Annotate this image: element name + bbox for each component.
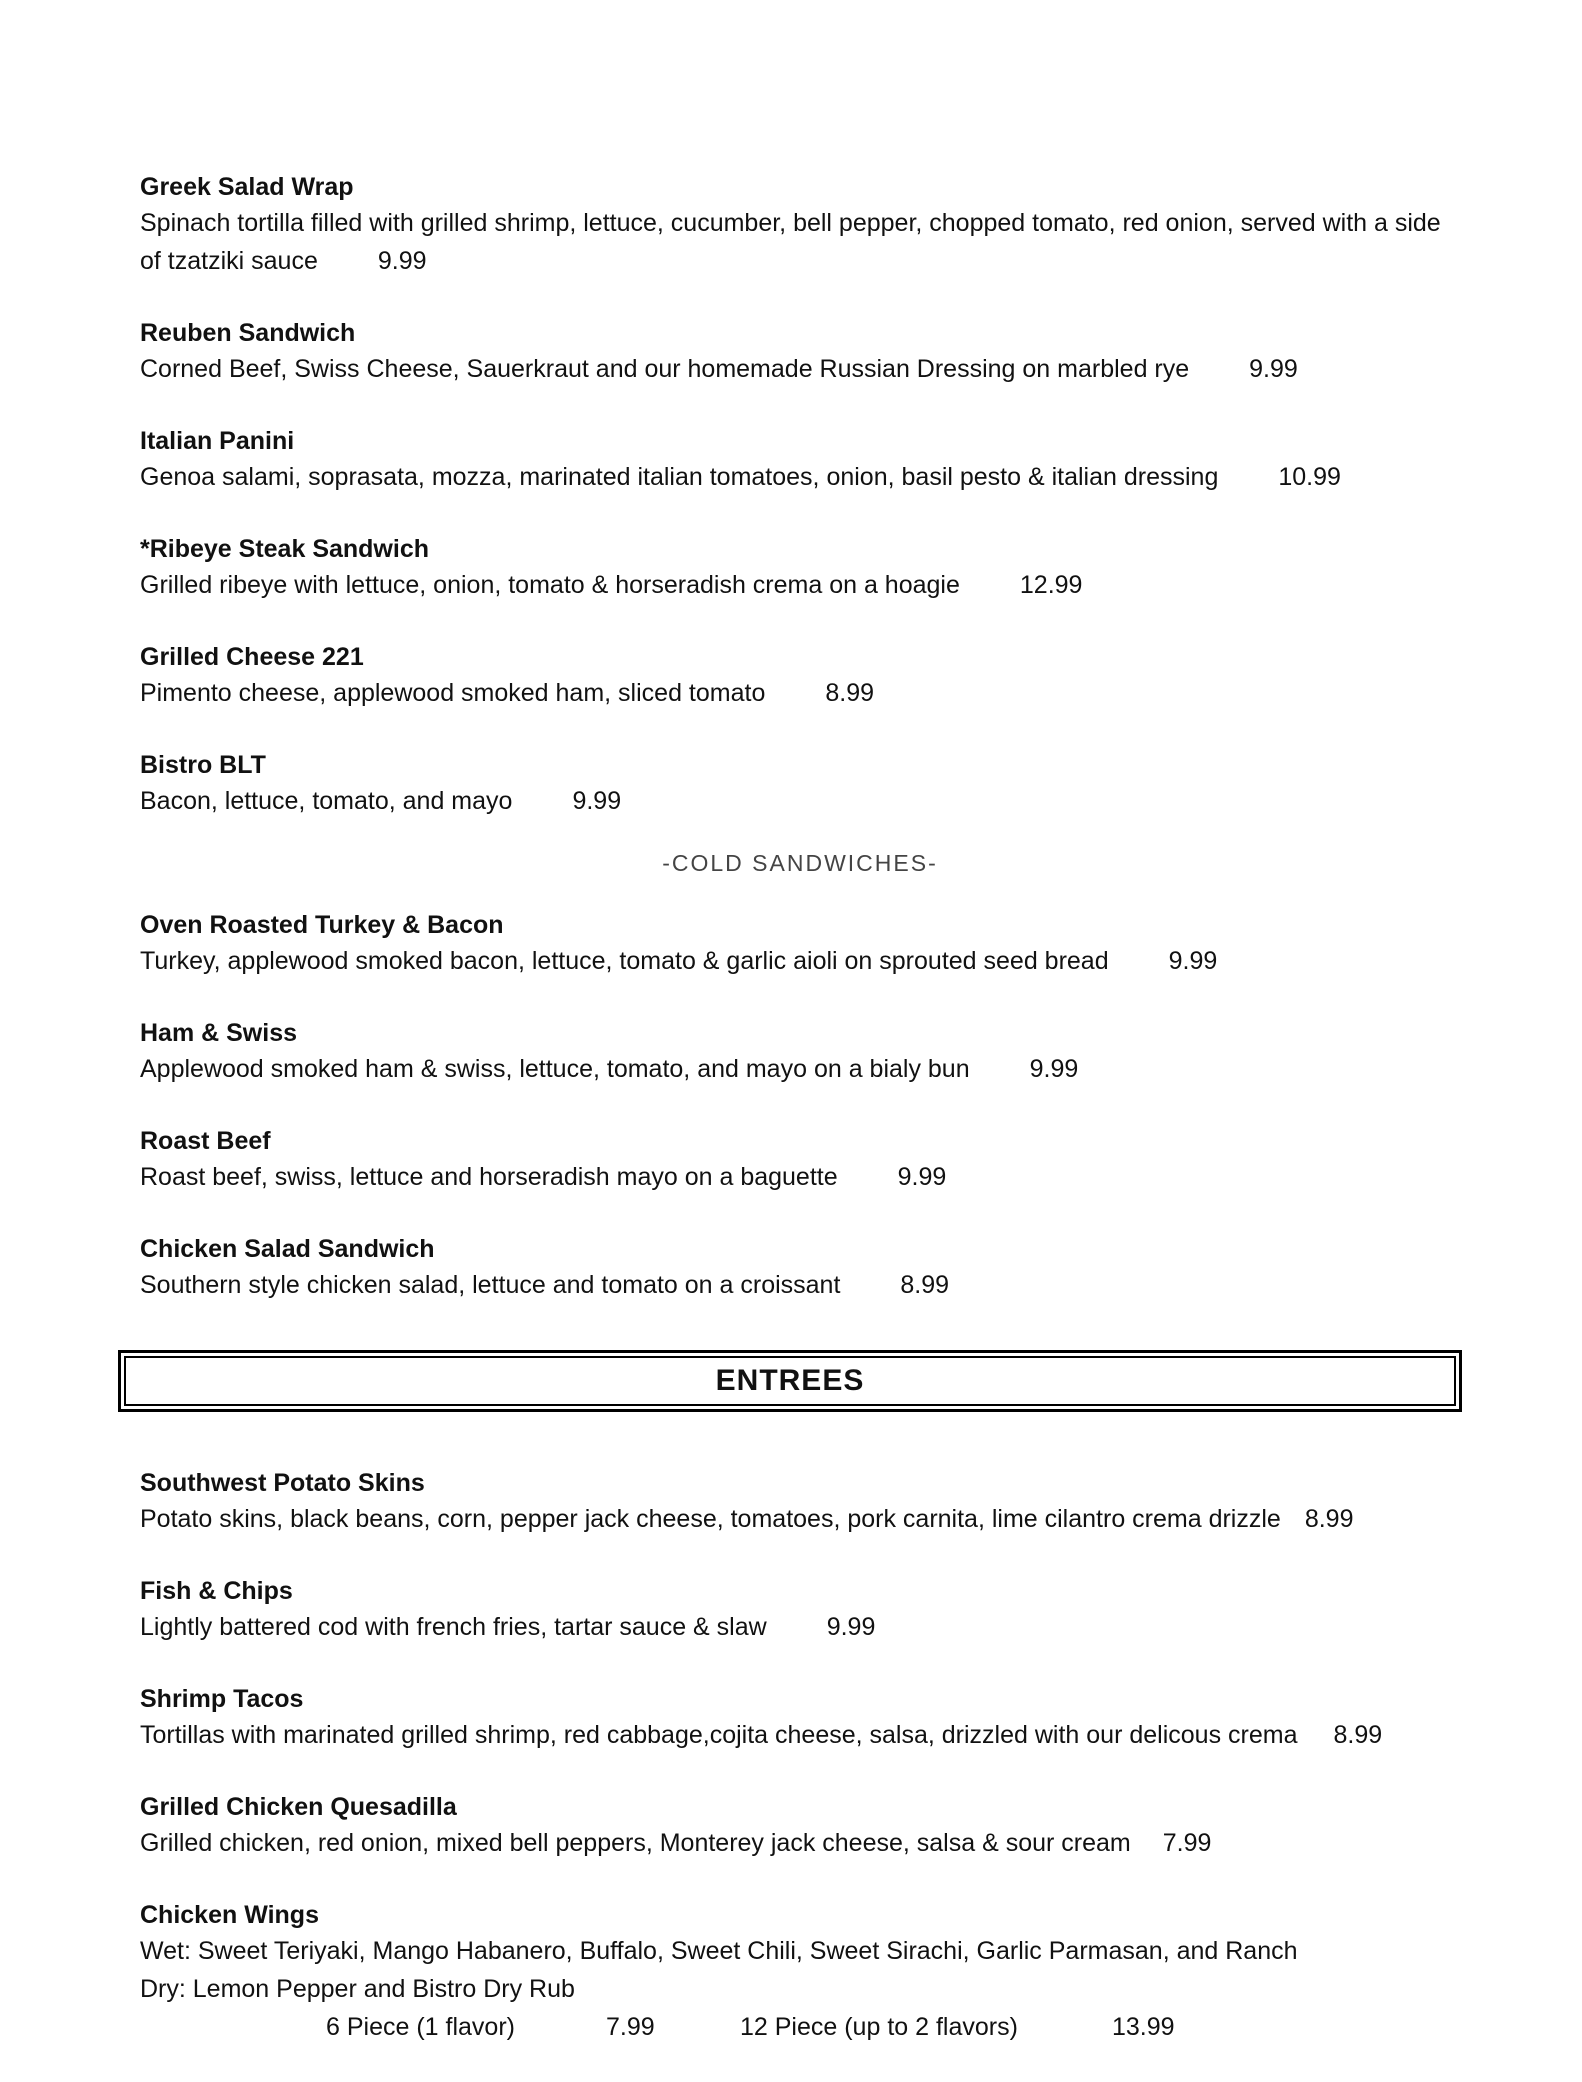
item-name: Italian Panini (140, 427, 295, 455)
menu-item-southwest-potato-skins (140, 1466, 1460, 1538)
item-name: Chicken Wings (140, 1901, 319, 1929)
item-description-text: Grilled chicken, red onion, mixed bell peppers, Monterey jack cheese, salsa & sour cream (140, 1829, 1131, 1857)
item-name: Reuben Sandwich (140, 319, 356, 347)
wings-options (140, 2008, 1460, 2046)
item-price: 9.99 (572, 787, 622, 815)
menu-item-greek-salad-wrap (140, 170, 1460, 280)
item-price: 8.99 (1333, 1721, 1383, 1749)
item-description-text: Tortillas with marinated grilled shrimp, red cabbage,cojita cheese, salsa, drizzled with our delicous crema (140, 1721, 1298, 1749)
wings-option-6-label: 6 Piece (1 flavor) (326, 2013, 515, 2041)
wings-option-6-price: 7.99 (606, 2013, 655, 2041)
menu-item-bistro-blt (140, 748, 1460, 820)
item-description-text: Roast beef, swiss, lettuce and horseradish mayo on a baguette (140, 1163, 838, 1191)
item-price: 8.99 (1304, 1505, 1354, 1533)
item-description-text: Bacon, lettuce, tomato, and mayo (140, 787, 513, 815)
item-price: 9.99 (1168, 947, 1218, 975)
item-description-text: Southern style chicken salad, lettuce and tomato on a croissant (140, 1271, 841, 1299)
item-price: 12.99 (1019, 571, 1083, 599)
item-description (140, 782, 1460, 820)
cold-sandwiches-heading: -COLD SANDWICHES- (662, 850, 938, 876)
item-description-text: Grilled ribeye with lettuce, onion, tomato & horseradish crema on a hoagie (140, 571, 960, 599)
item-price: 9.99 (1029, 1055, 1079, 1083)
menu-item-chicken-wings (140, 1898, 1460, 2046)
item-price: 10.99 (1278, 463, 1341, 491)
item-description-text: Genoa salami, soprasata, mozza, marinated italian tomatoes, onion, basil pesto & italian dressing (140, 463, 1219, 491)
item-price: 9.99 (826, 1613, 876, 1641)
item-name: Oven Roasted Turkey & Bacon (140, 911, 504, 939)
item-description-text: Potato skins, black beans, corn, pepper jack cheese, tomatoes, pork carnita, lime cilantro crema drizzle (140, 1505, 1281, 1533)
menu-item-grilled-cheese-221 (140, 640, 1460, 712)
item-description (140, 1050, 1460, 1088)
item-description-text: Turkey, applewood smoked bacon, lettuce, tomato & garlic aioli on sprouted seed bread (140, 947, 1109, 975)
item-description (140, 1266, 1460, 1304)
item-price: 9.99 (377, 247, 427, 275)
menu-item-fish-chips (140, 1574, 1460, 1646)
item-description (140, 1158, 1460, 1196)
item-name: Fish & Chips (140, 1577, 293, 1605)
item-description-text: Lightly battered cod with french fries, tartar sauce & slaw (140, 1613, 767, 1641)
item-name: Roast Beef (140, 1127, 271, 1155)
menu-item-italian-panini (140, 424, 1460, 496)
item-description (140, 1500, 1460, 1538)
item-description-text: Pimento cheese, applewood smoked ham, sliced tomato (140, 679, 766, 707)
item-price: 8.99 (825, 679, 875, 707)
menu-item-ham-swiss (140, 1016, 1460, 1088)
item-description (140, 566, 1460, 604)
menu-item-chicken-salad-sandwich (140, 1232, 1460, 1304)
item-description (140, 674, 1460, 712)
entrees-section-header (118, 1350, 1462, 1412)
item-name: Southwest Potato Skins (140, 1469, 425, 1497)
item-description (140, 1608, 1460, 1646)
item-description (140, 942, 1460, 980)
wings-wet-flavors: Wet: Sweet Teriyaki, Mango Habanero, Buffalo, Sweet Chili, Sweet Sirachi, Garlic Parmasan, and Ranch (140, 1937, 1298, 1965)
menu-item-ribeye-steak-sandwich (140, 532, 1460, 604)
item-price: 7.99 (1162, 1829, 1212, 1857)
menu-item-oven-roasted-turkey-bacon (140, 908, 1460, 980)
item-description (140, 1716, 1460, 1754)
menu-content (140, 170, 1460, 2082)
item-name: Shrimp Tacos (140, 1685, 304, 1713)
entrees-title: ENTREES (124, 1356, 1456, 1406)
item-name: *Ribeye Steak Sandwich (140, 535, 430, 563)
item-price: 9.99 (1249, 355, 1298, 383)
item-price: 8.99 (900, 1271, 950, 1299)
item-price: 9.99 (897, 1163, 947, 1191)
item-name: Bistro BLT (140, 751, 266, 779)
item-description (140, 204, 1460, 280)
menu-item-shrimp-tacos (140, 1682, 1460, 1754)
menu-item-reuben-sandwich (140, 316, 1460, 388)
item-description-text: Spinach tortilla filled with grilled shrimp, lettuce, cucumber, bell pepper, chopped tomato, red onion, served with a side of tzatziki sauce (140, 209, 1441, 275)
wings-option-12-price: 13.99 (1112, 2013, 1175, 2041)
wings-dry-flavors: Dry: Lemon Pepper and Bistro Dry Rub (140, 1975, 575, 2003)
item-name: Grilled Cheese 221 (140, 643, 364, 671)
item-description-text: Corned Beef, Swiss Cheese, Sauerkraut and our homemade Russian Dressing on marbled rye (140, 355, 1190, 383)
wings-option-12-label: 12 Piece (up to 2 flavors) (740, 2013, 1018, 2041)
item-name: Greek Salad Wrap (140, 173, 354, 201)
item-description (140, 1824, 1460, 1862)
item-name: Ham & Swiss (140, 1019, 298, 1047)
item-name: Grilled Chicken Quesadilla (140, 1793, 457, 1821)
menu-item-grilled-chicken-quesadilla (140, 1790, 1460, 1862)
item-name: Chicken Salad Sandwich (140, 1235, 435, 1263)
item-description (140, 458, 1460, 496)
item-description-text: Applewood smoked ham & swiss, lettuce, tomato, and mayo on a bialy bun (140, 1055, 970, 1083)
item-description (140, 350, 1460, 388)
menu-item-roast-beef (140, 1124, 1460, 1196)
